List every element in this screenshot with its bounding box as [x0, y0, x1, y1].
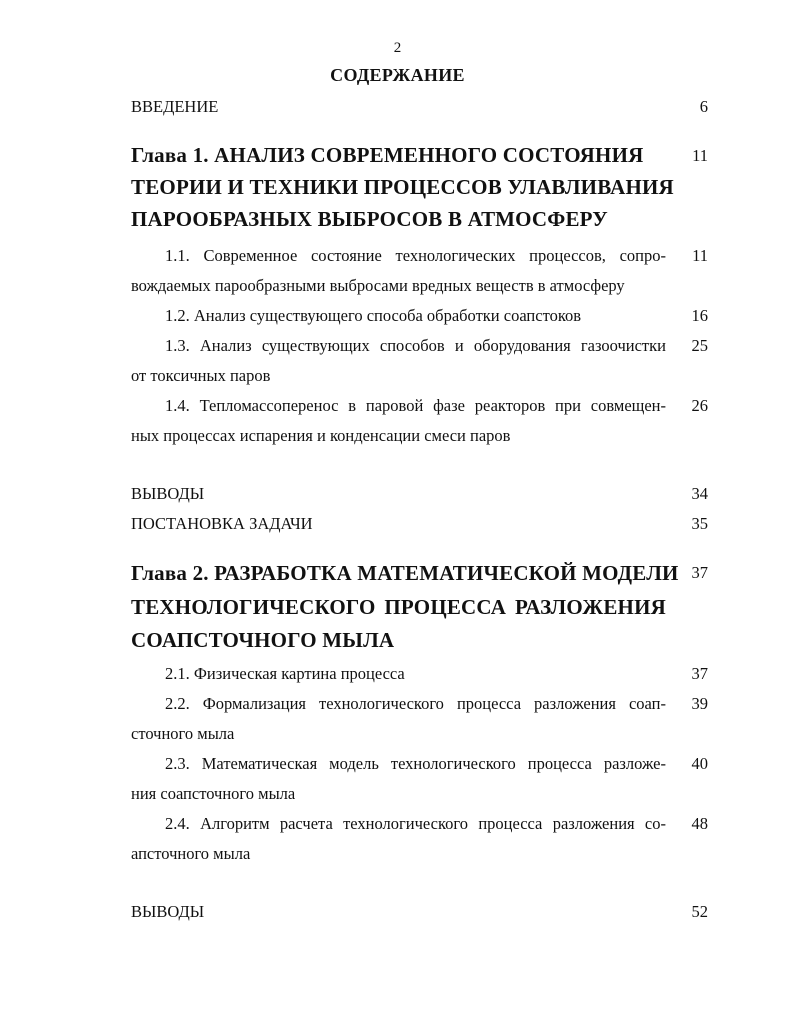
- section-1-3-line-2: от токсичных паров: [131, 366, 271, 385]
- section-2-1-line-1: 2.1. Физическая картина процесса: [165, 664, 405, 683]
- section-2-2-line-1: 2.2. Формализация технологического процесса разложения соап-: [165, 694, 666, 713]
- toc-entry-conclusions-2: ВЫВОДЫ: [131, 902, 205, 921]
- section-1-4-line-1: 1.4. Тепломассоперенос в паровой фазе реакторов при совмещен-: [165, 396, 666, 415]
- section-1-4-line-2: ных процессах испарения и конденсации смеси паров: [131, 426, 511, 445]
- toc-page-conclusions-1: 34: [691, 484, 708, 503]
- chapter-2-line-2: ТЕХНОЛОГИЧЕСКОГО ПРОЦЕССА РАЗЛОЖЕНИЯ: [131, 595, 666, 619]
- chapter-1-line-2: ТЕОРИИ И ТЕХНИКИ ПРОЦЕССОВ УЛАВЛИВАНИЯ: [131, 175, 674, 199]
- page-title: СОДЕРЖАНИЕ: [330, 65, 465, 85]
- chapter-1-line-1: Глава 1. АНАЛИЗ СОВРЕМЕННОГО СОСТОЯНИЯ: [131, 143, 644, 167]
- chapter-1-line-3: ПАРООБРАЗНЫХ ВЫБРОСОВ В АТМОСФЕРУ: [131, 207, 608, 231]
- section-2-2-line-2: сточного мыла: [131, 724, 235, 743]
- chapter-2-line-3: СОАПСТОЧНОГО МЫЛА: [131, 628, 395, 652]
- toc-page-conclusions-2: 52: [691, 902, 708, 921]
- toc-page-problem: 35: [691, 514, 708, 533]
- toc-page-ch2: 37: [691, 563, 708, 582]
- chapter-2-line-1: Глава 2. РАЗРАБОТКА МАТЕМАТИЧЕСКОЙ МОДЕЛИ: [131, 561, 679, 585]
- toc-page-2-4: 48: [691, 814, 708, 833]
- toc-page-1-2: 16: [691, 306, 708, 325]
- toc-entry-problem: ПОСТАНОВКА ЗАДАЧИ: [131, 514, 313, 533]
- toc-page-ch1: 11: [692, 146, 708, 165]
- toc-page-intro: 6: [699, 97, 708, 116]
- section-1-2-line-1: 1.2. Анализ существующего способа обработки соапстоков: [165, 306, 582, 325]
- page-number: 2: [393, 40, 402, 56]
- section-2-4-line-2: апсточного мыла: [131, 844, 251, 863]
- toc-entry-conclusions-1: ВЫВОДЫ: [131, 484, 205, 503]
- toc-entry-intro: ВВЕДЕНИЕ: [131, 97, 219, 116]
- section-2-3-line-1: 2.3. Математическая модель технологического процесса разложе-: [165, 754, 666, 773]
- section-2-3-line-2: ния соапсточного мыла: [131, 784, 296, 803]
- section-1-1-line-1: 1.1. Современное состояние технологических процессов, сопро-: [165, 246, 666, 265]
- toc-page-2-2: 39: [691, 694, 708, 713]
- toc-page-2-3: 40: [691, 754, 708, 773]
- section-2-4-line-1: 2.4. Алгоритм расчета технологического процесса разложения со-: [165, 814, 666, 833]
- section-1-3-line-1: 1.3. Анализ существующих способов и оборудования газоочистки: [165, 336, 666, 355]
- toc-page-1-3: 25: [691, 336, 708, 355]
- section-1-1-line-2: вождаемых парообразными выбросами вредных веществ в атмосферу: [131, 276, 625, 295]
- toc-page-1-1: 11: [692, 246, 708, 265]
- toc-page-2-1: 37: [691, 664, 708, 683]
- toc-page-1-4: 26: [691, 396, 708, 415]
